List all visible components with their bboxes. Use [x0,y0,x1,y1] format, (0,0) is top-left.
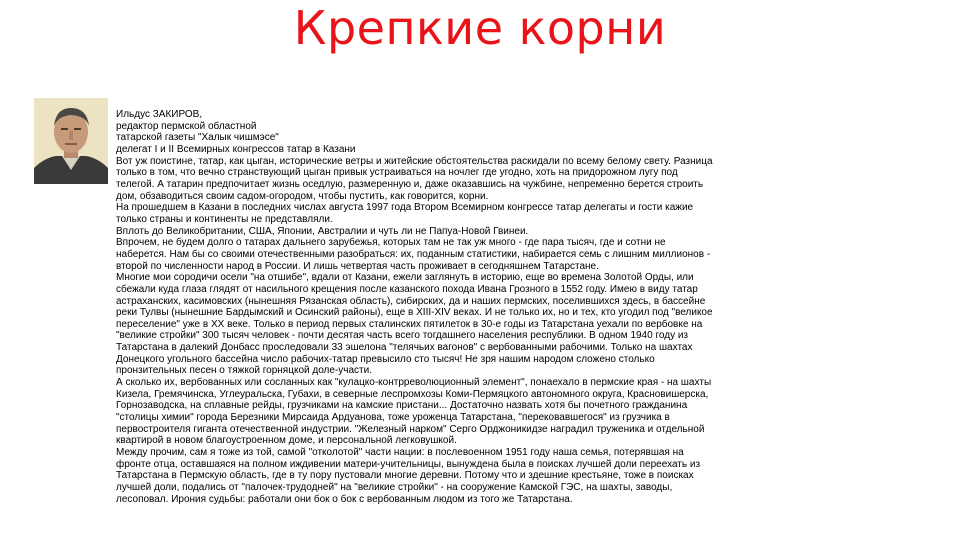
text-line: сбежали куда глаза глядят от насильного крещения после казанского похода Ивана Грозного в 1552 году. Имею в виду татар [116,283,698,295]
text-line: только страны и континенты не представляли. [116,213,333,225]
text-line: Вплоть до Великобритании, США, Японии, Австралии и чуть ли не Папуа-Новой Гвинеи. [116,225,529,237]
text-line: Горнозаводска, на сплавные рейды, грузчиками на камские пристани... Достаточно назвать хотя бы почетного гражданина [116,400,688,412]
text-line: телегой. А татарин предпочитает жизнь оседлую, размеренную и, даже оказавшись на чужбине, непременно берется строить [116,178,704,190]
text-line: только в том, что вечно странствующий цыган привык устраиваться на ночлег где угодно, хоть на придорожном лугу под [116,167,678,179]
text-line: пронзительных песен о тяжкой горняцкой доле-участи. [116,365,372,377]
text-line: На прошедшем в Казани в последних числах августа 1997 года Втором Всемирном конгрессе татар делегаты и гости кажие [116,202,694,214]
text-line: Донецкого угольного бассейна число рабочих-татар превысило сто тысяч! Не зря нашим народом сложено столько [116,353,655,365]
text-line: Татарстана в Пермскую область, где в ту пору пустовали многие деревни. Потому что и здешние крестьяне, тоже в поисках [116,470,694,482]
text-line: татарской газеты "Халык чишмэсе" [116,132,279,144]
text-line: делегат I и II Всемирных конгрессов татар в Казани [116,143,356,155]
text-line: лесоповал. Ирония судьбы: работали они бок о бок с вербованным людом из того же Татарстана. [116,493,573,505]
text-line: А сколько их, вербованных или сосланных как "кулацко-контрреволюционный элемент", понаехало в пермские края - на шахты [116,377,712,389]
article-text [116,109,832,505]
text-line: "столицы химии" города Березники Мирсаида Ардуанова, тоже уроженца Татарстана, "перековавшегося" из грузчика в [116,412,670,424]
text-line: Между прочим, сам я тоже из той, самой "отколотой" части нации: в послевоенном 1951 году наша семья, потерявшая на [116,447,684,459]
text-line: квартирой в новом благоустроенном доме, и персональной легковушкой. [116,435,457,447]
slide-title: Крепкие корни [293,1,667,55]
text-line: редактор пермской областной [116,120,257,132]
text-line: фронте отца, оставшаяся на полном иждивении матери-учительницы, вынуждена была в поисках лучшей доли переехать из [116,458,701,470]
text-line: Вот уж поистине, татар, как цыган, исторические ветры и житейские обстоятельства раскидали по всему белому свету. Разница [116,155,713,167]
text-line: дом, обзаводиться своим садом-огородом, чтобы пустить, как говорится, корни. [116,190,489,202]
text-line: наберется. Нам бы со своими отечественными разобраться: их, поданным статистики, набирается семь с лишним миллионов - [116,248,711,260]
text-line: Многие мои сородичи осели "на отшибе", вдали от Казани, ежели заглянуть в историю, еще во времена Золотой Орды, или [116,272,694,284]
portrait-photo [34,98,108,184]
text-line: переселение" уже в XX веке. Только в период первых сталинских пятилеток в 30-е годы из Татарстана уехали по вербовке на [116,318,703,330]
text-line: Ильдус ЗАКИРОВ, [116,109,203,120]
text-line: первостроителя гиганта отечественной индустрии. "Железный нарком" Серго Орджоникидзе наградил труженика и отдельной [116,423,705,435]
portrait-illustration [34,98,108,184]
text-line: "великие стройки" 300 тысяч человек - почти десятая часть всего тогдашнего населения республики. В одном 1940 году из [116,330,689,342]
text-line: реки Тулвы (нынешние Бардымский и Осинский районы), еще в XIII-XIV веках. И не только их, но и тех, кто угодил под "великое [116,307,713,319]
text-line: второй по численности народ в России. И лишь четвертая часть проживает в сегодняшнем Татарстане. [116,260,599,272]
text-line: Впрочем, не будем долго о татарах дальнего зарубежья, которых там не так уж много - где пара тысяч, где и сотни не [116,237,666,249]
text-line: Татарстана в далекий Донбасс проследовали 33 эшелона "телячьих вагонов" с вербованными рабочими. Только на шахтах [116,342,693,354]
text-line: астраханских, касимовских (нынешняя Рязанская область), сибирских, да и наших пермских, поселившихся здесь, в бассейне [116,295,706,307]
text-line: Кизела, Гремячинска, Углеуральска, Губахи, в северные леспромхозы Коми-Пермяцкого автономного округа, Красновишерска, [116,388,709,400]
text-line: лучшей доли, подались от "палочек-трудодней" на "великие стройки" - на сооружение Камской ГЭС, на шахты, заводы, [116,482,673,493]
